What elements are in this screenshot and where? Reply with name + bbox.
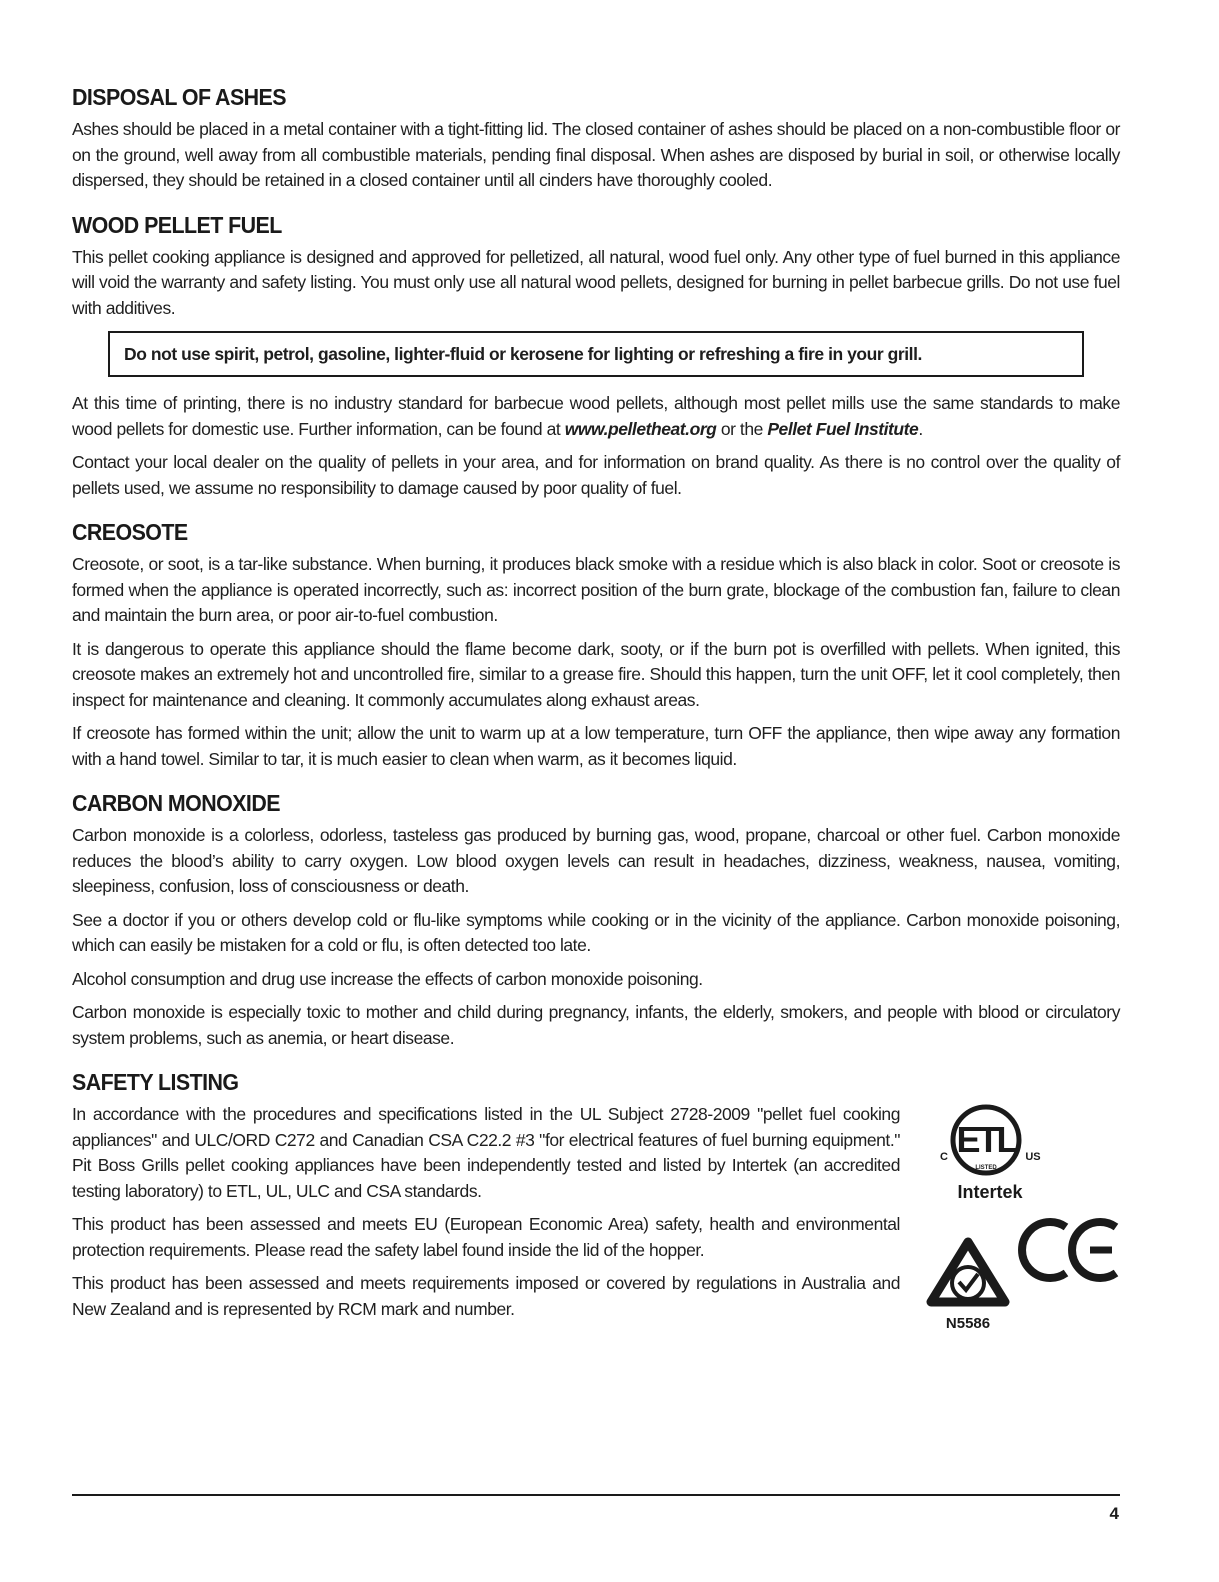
page-content — [72, 84, 1120, 1370]
certification-marks — [920, 1102, 1120, 1352]
listing-layout — [72, 1102, 1120, 1352]
paragraph: Contact your local dealer on the quality of pellets in your area, and for information on brand quality. As there is no control over the quality of pellets used, we assume no responsibility to damage caused by poor quality of fuel. — [72, 452, 1120, 498]
website-link[interactable]: www.pelletheat.org — [564, 418, 717, 439]
certification-marks-svg — [920, 1102, 1120, 1352]
paragraph: Ashes should be placed in a metal container with a tight-fitting lid. The closed container of ashes should be placed on a non-combustible floor or on the ground, well away from all combustible materials, pending final disposal. When ashes are disposed by burial in soil, or otherwise locally dispersed, they should be retained in a closed container until all cinders have thoroughly cooled. — [72, 119, 1120, 190]
institute-name: Pellet Fuel Institute — [767, 418, 919, 439]
section-title: SAFETY LISTING — [72, 1069, 239, 1095]
page-number: 4 — [1109, 1504, 1119, 1523]
rcm-mark-icon — [931, 1242, 1005, 1332]
section-carbon-monoxide — [72, 790, 1120, 1051]
section-disposal-of-ashes — [72, 84, 1120, 194]
paragraph: This product has been assessed and meets EU (European Economic Area) safety, health and environmental protection requirements. Please read the safety label found inside the lid of the hopper. — [72, 1214, 900, 1260]
paragraph: This pellet cooking appliance is designed and approved for pelletized, all natural, wood fuel only. Any other type of fuel burned in this appliance will void the warranty and safety listing. You must only use all natural wood pellets, designed for burning in pellet barbecue grills. Do not use fuel with additives. — [72, 246, 1120, 318]
intertek-label: Intertek — [957, 1182, 1023, 1202]
paragraph — [72, 391, 1120, 442]
footer-rule — [72, 1494, 1120, 1496]
paragraph: In accordance with the procedures and specifications listed in the UL Subject 2728-2009 "pellet fuel cooking appliances" and ULC/ORD C272 and Canadian CSA C22.2 #3 "for electrical features of fuel burning equipment." Pit Boss Grills pellet cooking appliances have been independently tested and listed by Intertek (an accredited testing laboratory) to ETL, UL, ULC and CSA standards. — [72, 1104, 900, 1201]
paragraph: It is dangerous to operate this appliance should the flame become dark, sooty, or if the burn pot is overfilled with pellets. When ignited, this creosote makes an extremely hot and uncontrolled fire, similar to a grease fire. Should this happen, turn the unit OFF, let it cool completely, then inspect for maintenance and cleaning. It commonly accumulates along exhaust areas. — [72, 638, 1120, 710]
text-span: At this time of printing, there is no industry standard for barbecue wood pellets, although most pellet mills use the same standards to make wood pellets for domestic use. Further information, can be found at — [72, 393, 1120, 439]
ce-mark-icon — [1022, 1222, 1116, 1278]
section-title: WOOD PELLET FUEL — [72, 211, 282, 238]
paragraph: If creosote has formed within the unit; allow the unit to warm up at a low temperature, turn OFF the appliance, then wipe away any formation with a hand towel. Similar to tar, it is much easier to clean when warm, as it becomes liquid. — [72, 723, 1120, 769]
section-title: CREOSOTE — [72, 519, 188, 545]
paragraph: This product has been assessed and meets requirements imposed or covered by regulations in Australia and New Zealand and is represented by RCM mark and number. — [72, 1273, 900, 1319]
etl-listed-label: LISTED — [975, 1165, 997, 1171]
section-creosote — [72, 519, 1120, 772]
etl-us-label: US — [1025, 1151, 1041, 1163]
paragraph: Creosote, or soot, is a tar-like substance. When burning, it produces black smoke with a residue which is also black in color. Soot or creosote is formed when the appliance is operated incorrectly, such as: incorrect position of the burn grate, blockage of the combustion fan, failure to clean and maintain the burn area, or poor air-to-fuel combustion. — [72, 554, 1120, 625]
etl-listed-icon — [940, 1107, 1041, 1202]
text-span: or the — [716, 418, 768, 439]
text-span: . — [918, 418, 923, 439]
paragraph: Carbon monoxide is a colorless, odorless, tasteless gas produced by burning gas, wood, propane, charcoal or other fuel. Carbon monoxide reduces the blood’s ability to carry oxygen. Low blood oxygen levels can result in headaches, dizziness, weakness, nausea, vomiting, sleepiness, confusion, loss of consciousness or death. — [72, 825, 1120, 896]
etl-c-label: C — [940, 1151, 948, 1163]
section-safety-listing — [72, 1069, 1120, 1352]
paragraph: See a doctor if you or others develop cold or flu-like symptoms while cooking or in the vicinity of the appliance. Carbon monoxide poisoning, which can easily be mistaken for a cold or flu, is often detected too late. — [72, 909, 1120, 955]
rcm-number: N5586 — [945, 1315, 991, 1332]
section-title: DISPOSAL OF ASHES — [72, 84, 286, 110]
paragraph: Alcohol consumption and drug use increase the effects of carbon monoxide poisoning. — [72, 968, 703, 989]
section-wood-pellet-fuel — [72, 212, 1120, 502]
svg-text:ETL: ETL — [956, 1119, 1016, 1160]
section-title: CARBON MONOXIDE — [72, 790, 280, 816]
warning-box: Do not use spirit, petrol, gasoline, lighter-fluid or kerosene for lighting or refreshing a fire in your grill. — [108, 331, 1084, 377]
listing-text — [72, 1102, 900, 1352]
paragraph: Carbon monoxide is especially toxic to mother and child during pregnancy, infants, the elderly, smokers, and people with blood or circulatory system problems, such as anemia, or heart disease. — [72, 1002, 1120, 1048]
